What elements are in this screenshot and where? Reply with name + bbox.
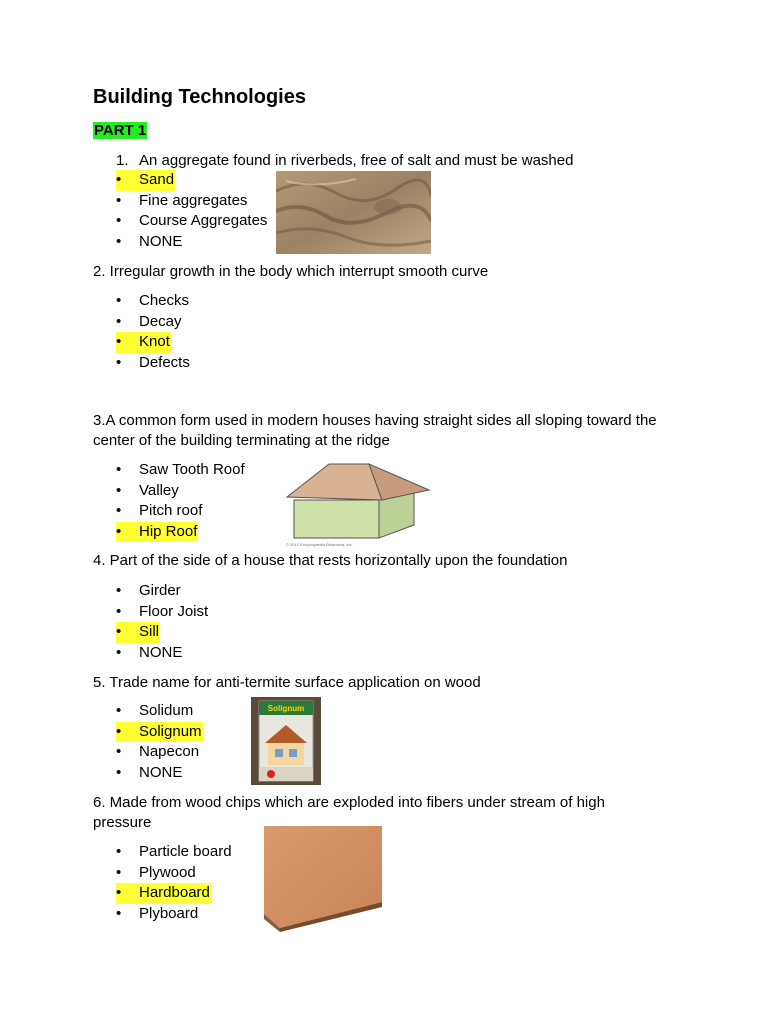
question-2-options xyxy=(116,291,190,373)
solignum-can-photo xyxy=(251,697,321,785)
hip-roof-diagram xyxy=(284,460,434,548)
option-course-aggregates: • Course Aggregates xyxy=(116,211,267,232)
hardboard-photo xyxy=(262,824,384,934)
option-floor-joist: • Floor Joist xyxy=(116,602,208,623)
option-defects: • Defects xyxy=(116,353,190,374)
question-6-options xyxy=(116,842,232,924)
option-checks: • Checks xyxy=(116,291,190,312)
option-sill: • Sill xyxy=(116,622,160,643)
option-pitch-roof: • Pitch roof xyxy=(116,501,245,522)
option-valley: • Valley xyxy=(116,481,245,502)
option-saw-tooth-roof: • Saw Tooth Roof xyxy=(116,460,245,481)
option-hip-roof: • Hip Roof xyxy=(116,522,198,543)
question-2-text: 2. Irregular growth in the body which interrupt smooth curve xyxy=(93,263,489,280)
question-4-options xyxy=(116,581,208,663)
option-decay: • Decay xyxy=(116,312,190,333)
diagram-caption: © 2012 Encyclopædia Britannica, Inc. xyxy=(286,542,353,547)
question-6-text: 6. Made from wood chips which are exploded into fibers under stream of high pressure xyxy=(93,794,605,831)
question-5-text: 5. Trade name for anti-termite surface application on wood xyxy=(93,674,481,691)
option-none: • NONE xyxy=(116,232,267,253)
option-knot: • Knot xyxy=(116,332,171,353)
can-label: Solignum xyxy=(267,704,305,713)
question-1-options xyxy=(116,170,267,252)
sand-dunes-photo xyxy=(276,171,431,254)
question-1-number: 1. xyxy=(116,152,129,169)
part-label: PART 1 xyxy=(94,122,147,139)
option-hardboard: • Hardboard xyxy=(116,883,211,904)
option-napecon: • Napecon xyxy=(116,742,203,763)
document-title: Building Technologies xyxy=(93,86,306,108)
option-none: • NONE xyxy=(116,643,208,664)
question-3-options xyxy=(116,460,245,542)
question-1-text: An aggregate found in riverbeds, free of salt and must be washed xyxy=(139,152,574,169)
option-sand: • Sand xyxy=(116,170,175,191)
option-girder: • Girder xyxy=(116,581,208,602)
question-3-text: 3.A common form used in modern houses having straight sides all sloping toward the center of the building terminating at the ridge xyxy=(93,412,657,449)
option-none: • NONE xyxy=(116,763,203,784)
option-plyboard: • Plyboard xyxy=(116,904,232,925)
question-4-text: 4. Part of the side of a house that rests horizontally upon the foundation xyxy=(93,552,568,569)
option-plywood: • Plywood xyxy=(116,863,232,884)
option-particle-board: • Particle board xyxy=(116,842,232,863)
option-solidum: • Solidum xyxy=(116,701,203,722)
option-solignum: • Solignum xyxy=(116,722,203,743)
option-fine-aggregates: • Fine aggregates xyxy=(116,191,267,212)
question-5-options xyxy=(116,701,203,783)
